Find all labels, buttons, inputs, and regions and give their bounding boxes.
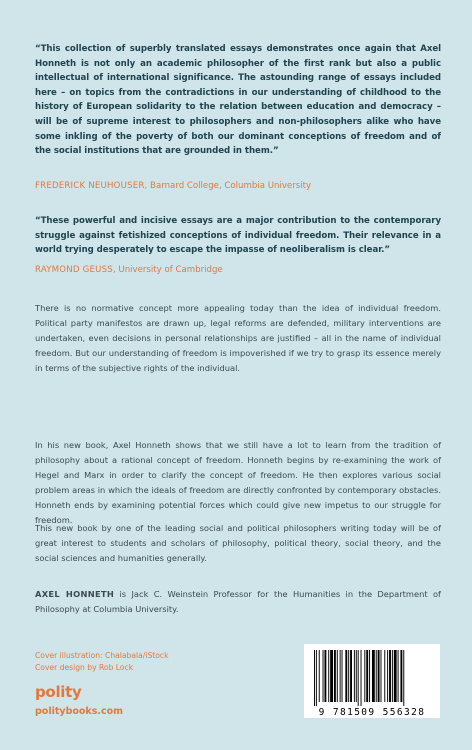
- design-credit: Cover design by Rob Lock: [35, 663, 134, 672]
- publisher-url[interactable]: politybooks.com: [35, 706, 124, 717]
- barcode-bars: [312, 650, 432, 706]
- description-paragraph-1: There is no normative concept more appealing today than the idea of individual freedom. Political party manifestos are drawn up, legal reforms are defended, military interventions are undertaken, even decisions in personal relationships are justified – all in the name of individual freedom. But our understanding of freedom is impoverished if we try to grasp its essence merely in terms of the subjective rights of the individual.: [35, 303, 441, 373]
- isbn-number: 9 781509 556328: [318, 707, 426, 718]
- illustration-credit: Cover illustration: Chalabala/iStock: [35, 651, 169, 660]
- author-name: AXEL HONNETH: [35, 589, 115, 599]
- description-paragraph-3: This new book by one of the leading social and political philosophers writing today will be of great interest to students and scholars of philosophy, political theory, social theory, and the social sciences and humanities generally.: [35, 523, 441, 563]
- reviewer-affiliation-2: , University of Cambridge: [112, 265, 223, 275]
- reviewer-name-2: RAYMOND GEUSS: [35, 265, 113, 275]
- review-attribution-1: [35, 181, 311, 191]
- review-attribution-2: [35, 265, 223, 275]
- author-bio-text: is Jack C. Weinstein Professor for the Humanities in the Department of Philosophy at Columbia University.: [35, 589, 441, 614]
- publisher-logo: polity: [35, 683, 82, 701]
- reviewer-name-1: FREDERICK NEUHOUSER: [35, 181, 145, 191]
- reviewer-affiliation-1: , Barnard College, Columbia University: [144, 181, 312, 191]
- review-quote-1: “This collection of superbly translated essays demonstrates once again that Axel Honneth is not only an academic philosopher of the first rank but also a public intellectual of international significance. The astounding range of essays included here – on topics from the contradictions in our understanding of childhood to the history of European solidarity to the relation between education and democracy – will be of supreme interest to philosophers and non-philosophers alike who have some inkling of the poverty of both our dominant conceptions of freedom and of the social institutions that are grounded in them.”: [35, 44, 441, 157]
- cover-credits: [35, 650, 168, 674]
- isbn-barcode: [304, 644, 440, 718]
- author-bio: [35, 587, 441, 617]
- description-paragraph-2: In his new book, Axel Honneth shows that we still have a lot to learn from the tradition of philosophy about a rational concept of freedom. Honneth begins by re-examining the work of Hegel and Marx in order to clarify the concept of freedom. He then explores various social problem areas in which the ideals of freedom are directly confronted by contemporary obstacles. Honneth ends by examining potential forces which could give new impetus to our struggle for freedom.: [35, 440, 441, 525]
- review-quote-2: “These powerful and incisive essays are a major contribution to the contemporary struggle against fetishized conceptions of individual freedom. Their relevance in a world trying desperately to escape the impasse of neoliberalism is clear.”: [35, 216, 441, 256]
